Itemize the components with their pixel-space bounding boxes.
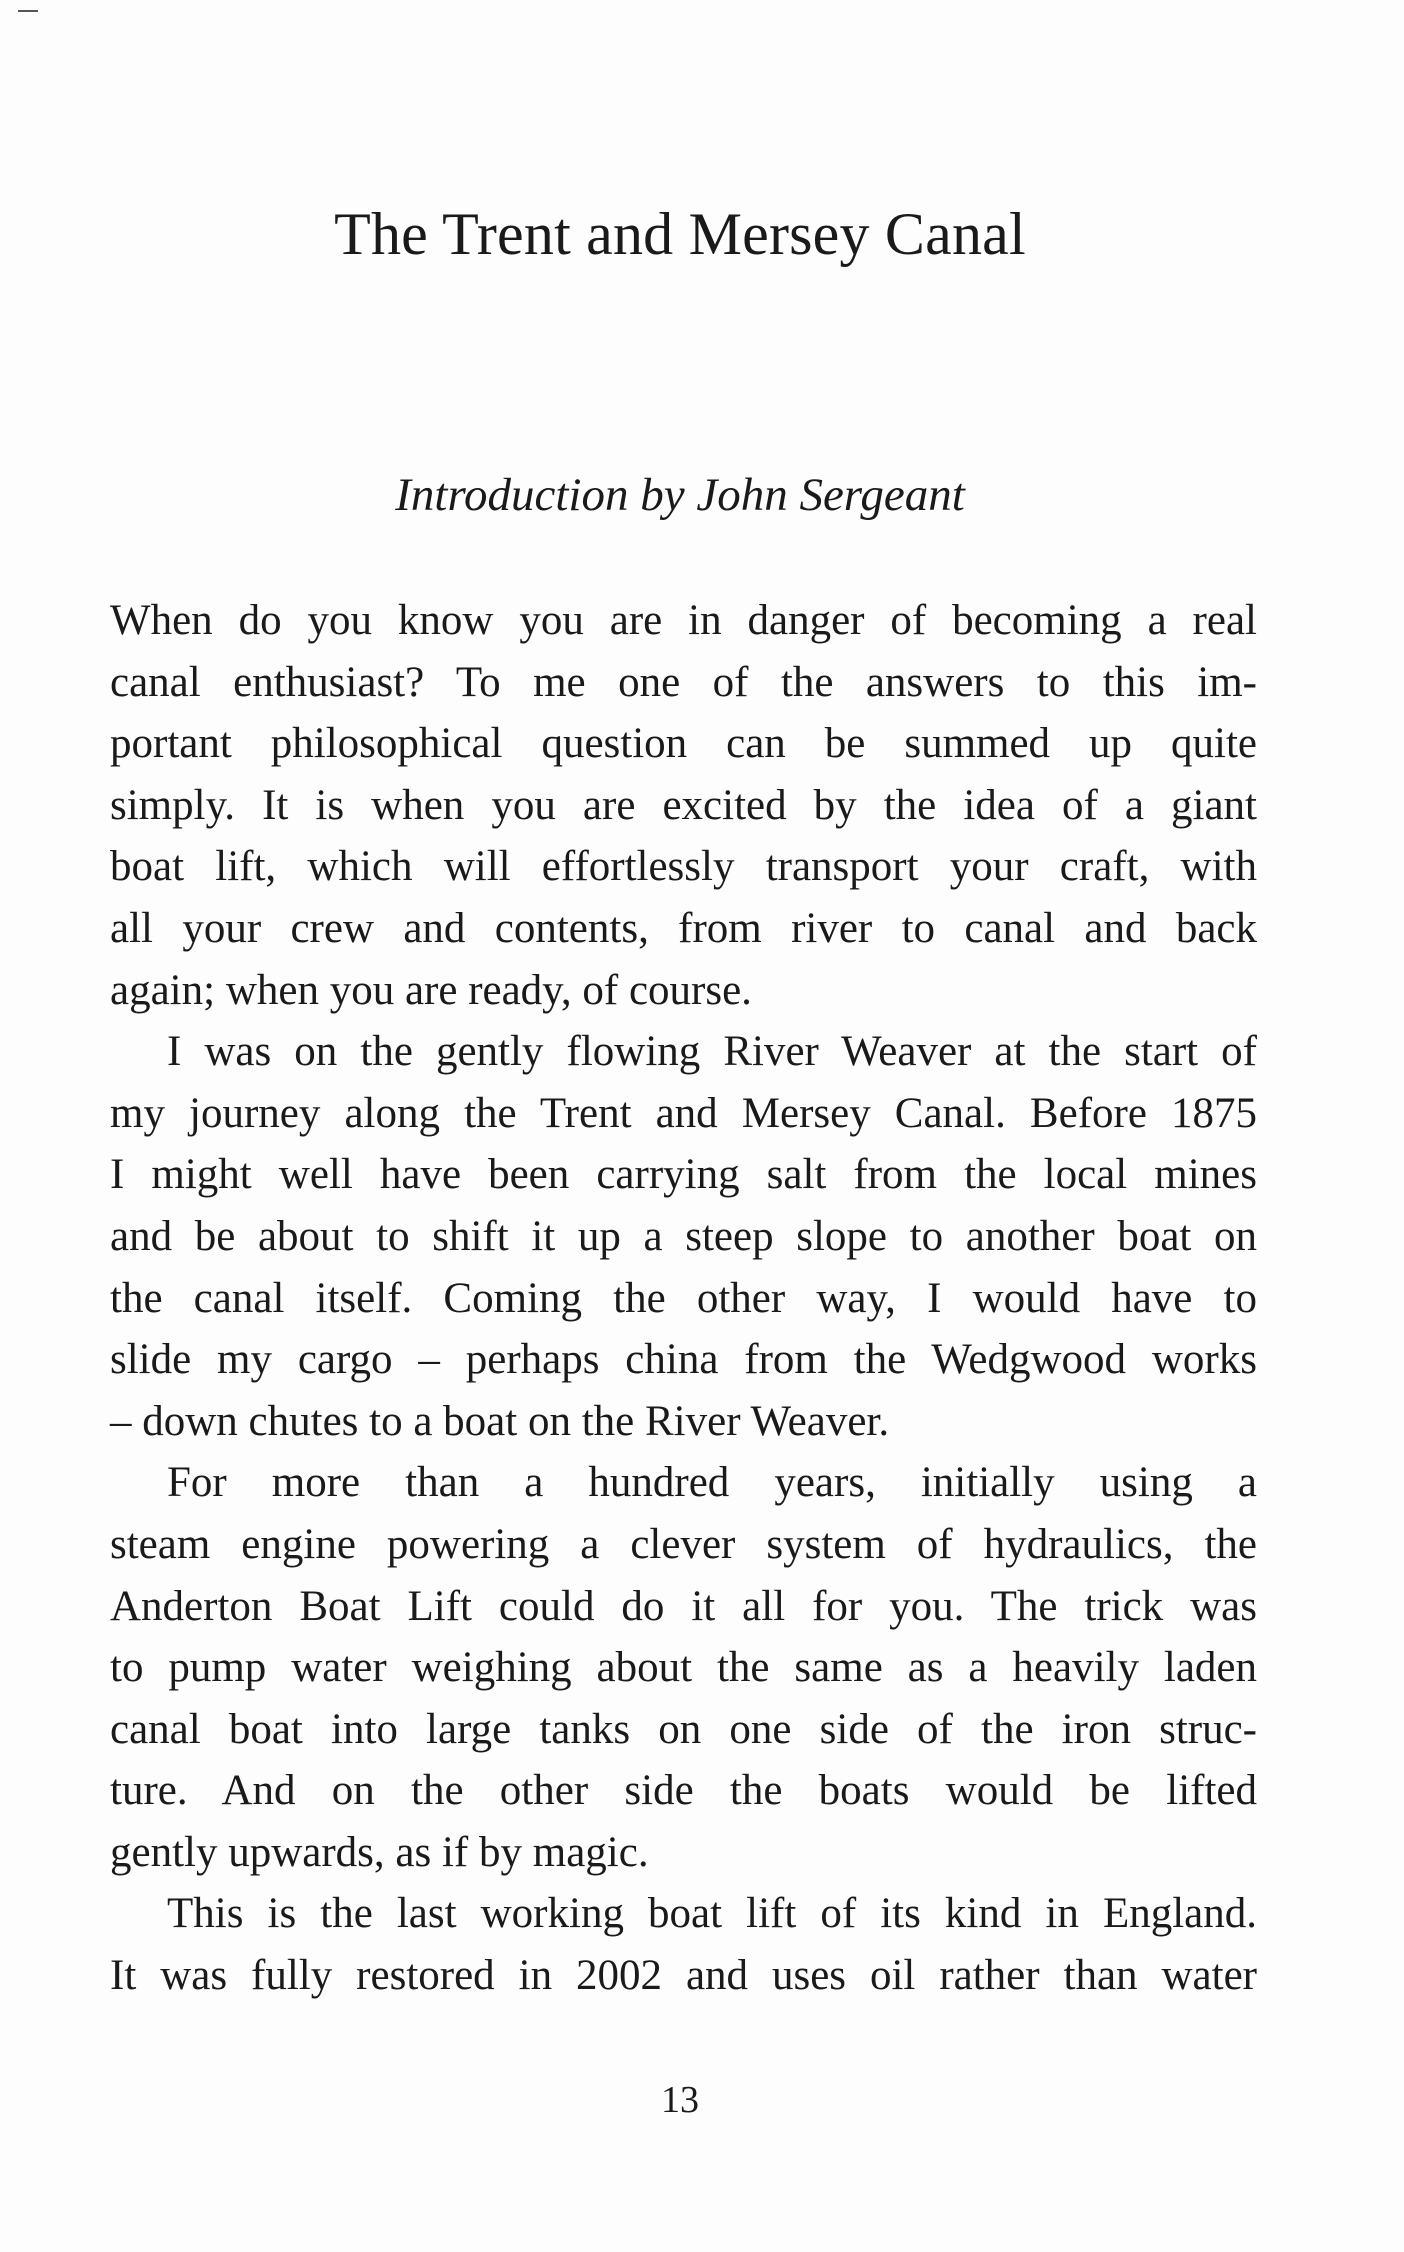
page-number: 13 [661, 2079, 699, 2121]
text-line: the canal itself. Coming the other way, I would have to [110, 1274, 1257, 1322]
text-line: boat lift, which will effortlessly transport your craft, with [110, 843, 1257, 891]
text-line: to pump water weighing about the same as a heavily laden [110, 1644, 1257, 1692]
text-line: I might well have been carrying salt from the local mines [110, 1151, 1257, 1199]
text-line: This is the last working boat lift of its kind in England. [167, 1890, 1257, 1938]
text-line: portant philosophical question can be summed up quite [110, 720, 1257, 768]
text-line: gently upwards, as if by magic. [110, 1828, 649, 1876]
text-line: steam engine powering a clever system of hydraulics, the [110, 1520, 1257, 1568]
body-text [110, 590, 1257, 2007]
text-line: all your crew and contents, from river to canal and back [110, 904, 1257, 952]
text-line: Anderton Boat Lift could do it all for you. The trick was [110, 1582, 1257, 1630]
text-line: again; when you are ready, of course. [110, 966, 752, 1014]
text-line: slide my cargo – perhaps china from the Wedgwood works [110, 1336, 1257, 1384]
text-line: and be about to shift it up a steep slope to another boat on [110, 1212, 1257, 1260]
text-line: I was on the gently flowing River Weaver at the start of [167, 1028, 1257, 1076]
text-line: my journey along the Trent and Mersey Canal. Before 1875 [110, 1089, 1257, 1137]
chapter-subtitle: Introduction by John Sergeant [395, 469, 965, 521]
text-line: canal boat into large tanks on one side of the iron struc- [110, 1705, 1257, 1753]
text-line: ture. And on the other side the boats would be lifted [110, 1767, 1257, 1815]
chapter-title: The Trent and Mersey Canal [334, 201, 1026, 267]
text-line: For more than a hundred years, initially using a [167, 1459, 1257, 1507]
text-line: – down chutes to a boat on the River Weaver. [110, 1397, 890, 1445]
text-line: When do you know you are in danger of becoming a real [110, 597, 1257, 644]
text-line: simply. It is when you are excited by the idea of a giant [110, 781, 1257, 829]
text-line: It was fully restored in 2002 and uses oil rather than water [110, 1952, 1257, 2000]
text-line: canal enthusiast? To me one of the answers to this im- [110, 658, 1257, 706]
scan-mark [18, 10, 38, 12]
